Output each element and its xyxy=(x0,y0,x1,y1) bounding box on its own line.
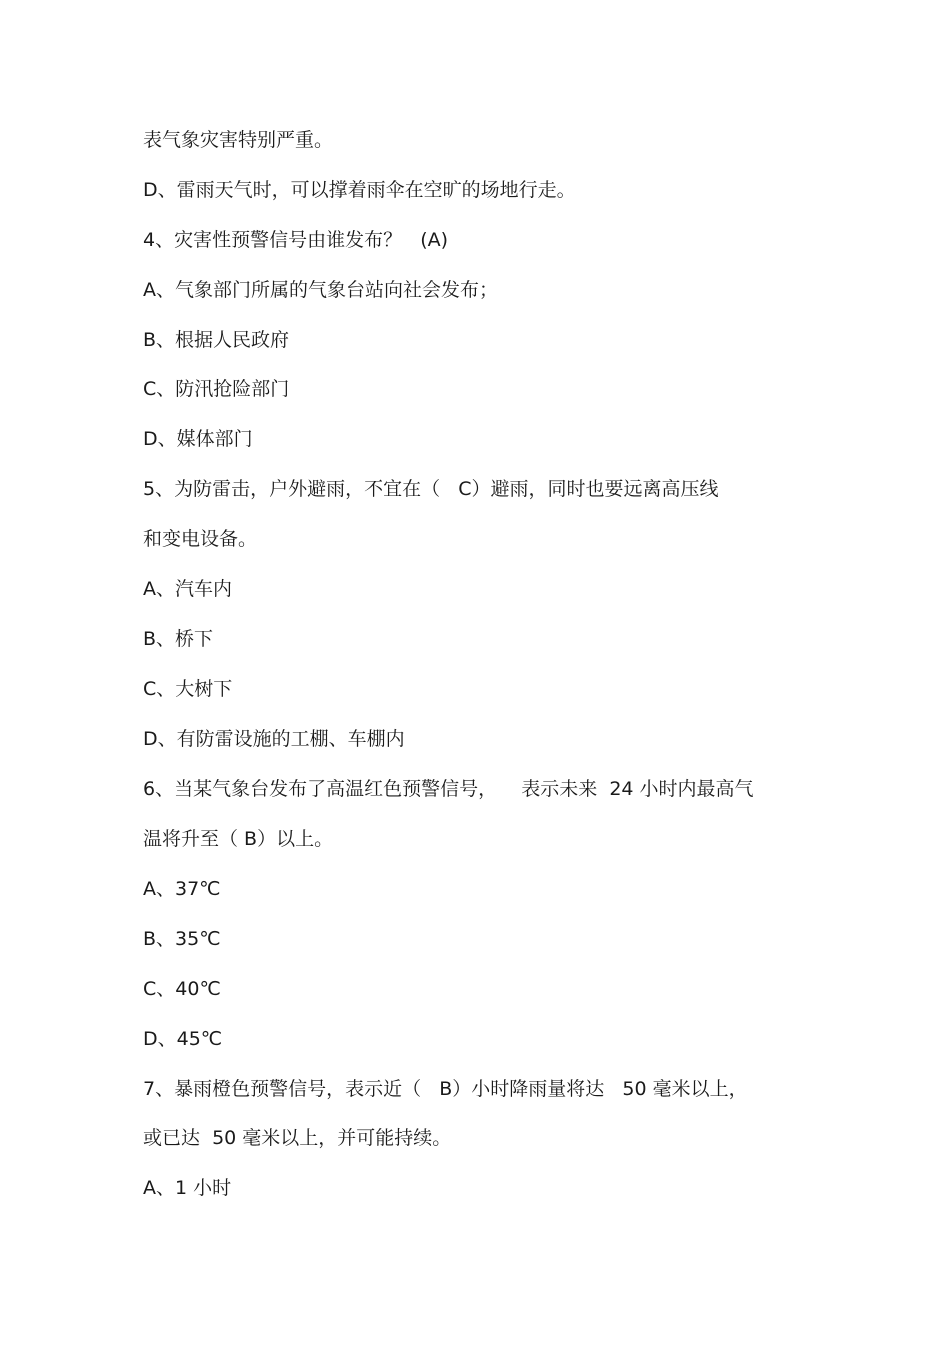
option-c-line: C、40℃ xyxy=(143,978,221,1000)
option-b-line: B、桥下 xyxy=(143,628,214,650)
option-c-line: C、大树下 xyxy=(143,678,233,700)
question-7-continued: 或已达 50 毫米以上，并可能持续。 xyxy=(143,1127,452,1149)
question-5: 5、为防雷击，户外避雨，不宜在（ C）避雨，同时也要远离高压线 xyxy=(143,478,719,500)
question-6-continued: 温将升至（ B）以上。 xyxy=(143,828,334,850)
option-a-line: A、1 小时 xyxy=(143,1177,232,1199)
option-d-line: D、雷雨天气时，可以撑着雨伞在空旷的场地行走。 xyxy=(143,179,576,201)
question-5-continued: 和变电设备。 xyxy=(143,528,258,550)
question-4: 4、灾害性预警信号由谁发布？ (A) xyxy=(143,229,449,251)
question-6: 6、当某气象台发布了高温红色预警信号， 表示未来 24 小时内最高气 xyxy=(143,778,754,800)
option-a-line: A、气象部门所属的气象台站向社会发布； xyxy=(143,279,498,301)
text-line: 表气象灾害特别严重。 xyxy=(143,129,334,151)
option-d-line: D、媒体部门 xyxy=(143,428,253,450)
option-c-line: C、防汛抢险部门 xyxy=(143,378,290,400)
option-a-line: A、37℃ xyxy=(143,878,221,900)
question-7: 7、暴雨橙色预警信号，表示近（ B）小时降雨量将达 50 毫米以上， xyxy=(143,1078,748,1100)
option-b-line: B、35℃ xyxy=(143,928,221,950)
option-d-line: D、45℃ xyxy=(143,1028,223,1050)
option-a-line: A、汽车内 xyxy=(143,578,232,600)
option-b-line: B、根据人民政府 xyxy=(143,329,290,351)
option-d-line: D、有防雷设施的工棚、车棚内 xyxy=(143,728,405,750)
